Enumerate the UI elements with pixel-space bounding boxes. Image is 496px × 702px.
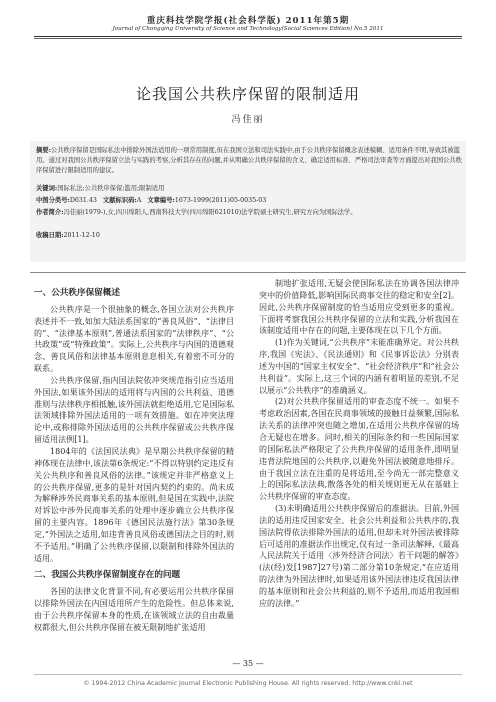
body-paragraph: 1804年的《法国民法典》是早期公共秩序保留的精神体现在法律中,该法第6条规定:“不得以特别约定违反有关公共秩序和善良风俗的法律。”该规定并非严格意义上的公共秩序保留,更多的是针对国内契约约束的。尚未成为解释涉外民商事关系的基本原则,但是国在实践中,法院对诉讼中涉外民商事关系的处理中逐步确立公共秩序保留的主要内容。1896年《德国民法施行法》第30条规定,“外国法之适用,如违背善良风俗或德国法之目的时,则不予适用。”明确了公共秩序保留,以限制和排除外国法的适用。: [34, 446, 234, 563]
copyright-footer: © 1994-2012 China Academic Journal Electronic Publishing House. All rights reserved. http://www.cnki.net: [83, 680, 413, 687]
journal-title: 重庆科技学院学报(社会科学版) 2011年第5期: [146, 16, 350, 26]
keywords: [36, 184, 466, 194]
keywords-text: 国际私法;公共秩序保留;滥用;限制适用: [57, 185, 165, 192]
author-info: [36, 208, 466, 218]
paper-author: 冯佳丽: [231, 115, 265, 125]
body-paragraph: 制地扩张适用,无疑会使国际私法在协调各国法律冲突中的价值降低,影响国际民商事交往的稳定和安全[2]。因此,公共秩序保留制度的恰当适用应受到更多的重视。下面将考察我国公共秩序保留的立法和实践,分析我国在该制度适用中存在的问题,主要体现在以下几个方面。: [259, 279, 459, 336]
abstract-separator: [30, 272, 466, 273]
doc-value: A: [136, 197, 142, 204]
body-paragraph: (3)未明确适用公共秩序保留后的准据法。目前,外国法的适用违反国家安全、社会公共利益和公共秩序的,我国法院得依法排除外国法的适用,但却未对外国法被排除后可适用的准据法作出规定,仅有过一条司法解释,《最高人民法院关于适用〈涉外经济合同法〉若干问题的解答》(法(经)发[1987]27号)第二部分第10条规定,“在应适用的法律为外国法律时,如果适用该外国法律违反我国法律的基本原则和社会公共利益的,则不予适用,而适用我国相应的法律。”: [259, 504, 459, 608]
section-heading: 二、我国公共秩序保留制度存在的问题: [34, 570, 181, 581]
received-label: 收稿日期:: [36, 232, 64, 239]
section-heading: 一、公共秩序保留概述: [34, 288, 120, 298]
page-number: — 35 —: [232, 659, 264, 668]
received-value: 2011-12-10: [63, 232, 100, 239]
abstract-text: 公共秩序保留是国际私法中排除外国法适用的一项常用制度,但在我国立法和司法实践中,由于公共秩序保留概念表述模糊、适用条件不明,导致其被滥用。通过对我国公共秩序保留立法与实践的考察,分析其存在的问题,并从明确公共秩序保留的含义、确定适用标准、严格司法审查等方面提出对我国公共秩序保留进行限制适用的建议。: [36, 147, 462, 175]
doc-label: 文献标识码:: [102, 197, 137, 204]
body-paragraph: 各国的法律文化背景不同,有必要运用公共秩序保留以排除外国法在内国适用所产生的危险性。但总体来说,由于公共秩序保留本身的性质,在该领域立法的自由裁量权都很大,但公共秩序保留在被无限制地扩张适用: [34, 587, 234, 632]
author-info-label: 作者简介:: [36, 209, 64, 216]
classification-line: [36, 196, 466, 206]
journal-subtitle: Journal of Chongqing University of Science and Technology(Social Sciences Edition) No.5 2011: [112, 26, 384, 32]
right-column: [259, 278, 459, 654]
paper-title: 论我国公共秩序保留的限制适用: [135, 85, 360, 103]
body-paragraph: 公共秩序是一个很抽象的概念,各国立法对公共秩序表述并不一致,如加大陆法系国家的“善良风俗”、“法律目的”、“法律基本原则”,普通法系国家的“法律秩序”、“公共政策”或“特殊政策”。实际上,公共秩序与内国的道德观念、善良风俗和法律基本原则息息相关,有着密不可分的联系。: [34, 304, 234, 374]
keywords-label: 关键词:: [36, 185, 58, 192]
body-paragraph: 公共秩序保留,指内国法院依冲突规范指引应当适用外国法,如果该外国法的适用将与内国的公共利益、道德准则与法律秩序相抵触,该外国法就拒绝适用,它是国际私法领域排除外国法适用的一项有效措施。如在冲突法理论中,或称排除外国法适用的公共秩序保留或公共秩序保留适用法例[1]。: [34, 375, 234, 445]
left-column: [34, 282, 234, 654]
body-paragraph: (2)对公共秩序保留适用的审查态度不统一。如果不考虑政治因素,各国在民商事领域的接触日益频繁,国际私法关系的法律冲突也随之增加,在适用公共秩序保留的场合无疑也在增多。同时,相关的国际条约和一些国际国家的国际私法严格限定了公共秩序保留的适用条件,即明显违背法院地国的公共秩序,以避免外国法被随意地排斥。由于我国立法在注重的是将适用,至今尚无一部完整意义上的国际私法法典,散落各处的相关规则更无从在基础上公共秩序保留的审查态度。: [259, 397, 459, 502]
article-label: 文章编号:: [147, 197, 175, 204]
header-rule-thin: [34, 38, 462, 39]
abstract-label: 摘要:: [36, 147, 51, 154]
body-paragraph: (1)作为关键词,“公共秩序”未能准确界定。对公共秩序,我国《宪法》、《民法通则》和《民事诉讼法》分别表述为中国的“国家主权安全”、“社会经济秩序”和“社会公共利益”。实际上,这三个词的内涵有着明显的差别,不足以展示“公共秩序”的准确涵义。: [259, 338, 459, 395]
author-info-text: 冯佳丽(1979-),女,四川绵阳人,西南科技大学(四川绵阳621010)法学院硕士研究生,研究方向为国际法学。: [63, 209, 357, 216]
clc-value: D631.43: [69, 197, 97, 204]
clc-label: 中图分类号:: [36, 197, 70, 204]
footer-rule: [34, 674, 462, 675]
article-value: 1673-1999(2011)05-0035-03: [174, 197, 267, 204]
abstract: [36, 146, 466, 177]
header-rule: [34, 36, 462, 37]
received-date: [36, 231, 466, 241]
